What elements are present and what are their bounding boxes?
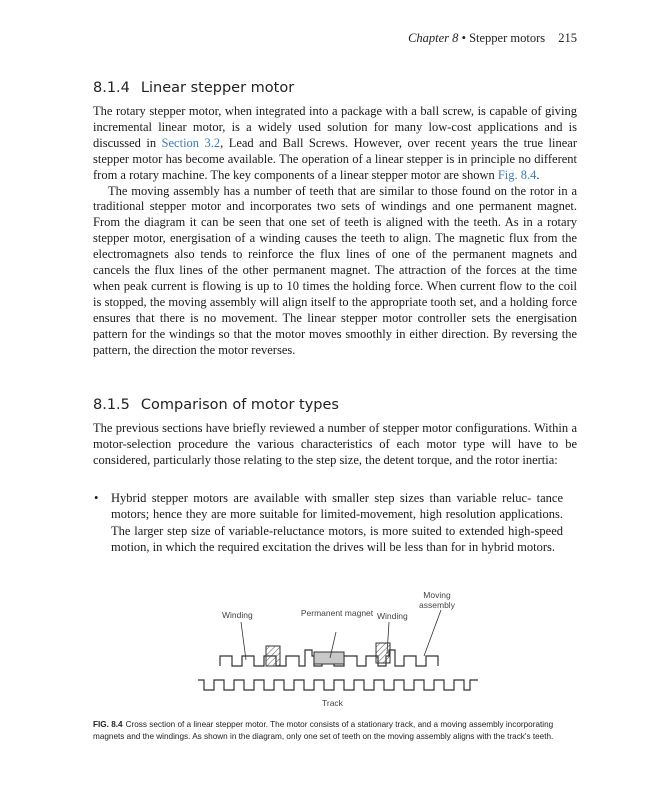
paragraph: The moving assembly has a number of teeth that are similar to those found on the rotor in a traditional stepper motor and incorporates two sets of windings and one permanent magnet. From the diagram it can be seen that one set of teeth is aligned with the teeth. As in a rotary stepper motor, energisation of a winding causes the teeth to align. The magnetic flux from the electromagnets also tends to reinforce the flux lines of one of the permanent magnets and cancels the flux lines of the other permanent magnet. The attraction of the forces at the time when peak current is flowing is up to 10 times the holding force. When current flow to the coil is stopped, the moving assembly will align itself to the appropriate tooth set, and a holding force ensures that there is no movement. The linear stepper motor controller sets the energisation pattern for the windings so that the motor moves smoothly in either direction. By reversing the pattern, the direction the motor reverses. [93, 183, 577, 357]
list-item-text: Hybrid stepper motors are available with smaller step sizes than variable reluc- tance motors; hence they are more suitable for limited-movement, high resolution applications. The larger step size of variable-reluctance motors, is more suited to extended high-speed motion, in which the required excitation the drives will be less than for in hybrid motors. [111, 491, 563, 555]
section-3-2-link[interactable]: Section 3.2 [161, 135, 221, 150]
section-title: Linear stepper motor [140, 80, 295, 96]
permanent-magnet [314, 652, 344, 664]
section-number: 8.1.4 [93, 80, 130, 96]
caption-text: Cross section of a linear stepper motor. The motor consists of a stationary track, and a moving assembly incorporating magnets and the windings. As shown in the diagram, only one set of teeth on the moving assembly aligns with the track's teeth. [93, 720, 554, 741]
chapter-label: Chapter 8 [408, 31, 459, 45]
fig-8-4-link[interactable]: Fig. 8.4 [497, 167, 537, 182]
figure-8-4 [190, 584, 490, 710]
section-8-1-5-body [93, 421, 577, 469]
winding-left-leader [241, 622, 246, 660]
section-8-1-4-body [93, 104, 577, 359]
header-separator: • [461, 31, 466, 45]
list-item [93, 490, 563, 556]
section-title: Comparison of motor types [140, 397, 339, 413]
moving-assembly-leader [424, 610, 441, 656]
moving-assembly-label: Moving assembly [419, 590, 455, 610]
section-heading-8-1-5 [93, 397, 577, 413]
paragraph-text: The rotary stepper motor, when integrated into a package with a ball screw, is capable of giving incremental linear motor, is a widely used solution for many low-cost applications and is discussed in [93, 104, 577, 150]
figure-caption [93, 719, 577, 742]
section-number: 8.1.5 [93, 397, 130, 413]
winding-right-label: Winding [377, 611, 408, 621]
track-label: Track [322, 698, 343, 708]
chapter-title: Stepper motors [469, 31, 546, 45]
paragraph-text: , Lead and Ball Screws. However, over recent years the true linear stepper motor has become available. The operation of a linear stepper is in principle no different from a rotary machine. The key components of a linear stepper motor are shown [93, 135, 577, 182]
bullet-list [93, 490, 563, 556]
paragraph [93, 104, 577, 184]
paragraph-text: . [536, 167, 540, 182]
track-teeth [198, 680, 478, 690]
winding-left-coil [266, 646, 280, 666]
page-number: 215 [558, 31, 577, 45]
running-head [93, 31, 577, 49]
paragraph: The previous sections have briefly reviewed a number of stepper motor configurations. Within a motor-selection procedure the various characteristics of each motor type will have to be considered, particularly those relating to the step size, the detent torque, and the rotor inertia: [93, 421, 577, 467]
winding-left-label: Winding [222, 610, 253, 620]
bullet-marker: • [94, 491, 99, 505]
permanent-magnet-label: Permanent magnet [300, 608, 374, 618]
section-heading-8-1-4 [93, 80, 577, 96]
caption-label: FIG. 8.4 [93, 720, 123, 729]
